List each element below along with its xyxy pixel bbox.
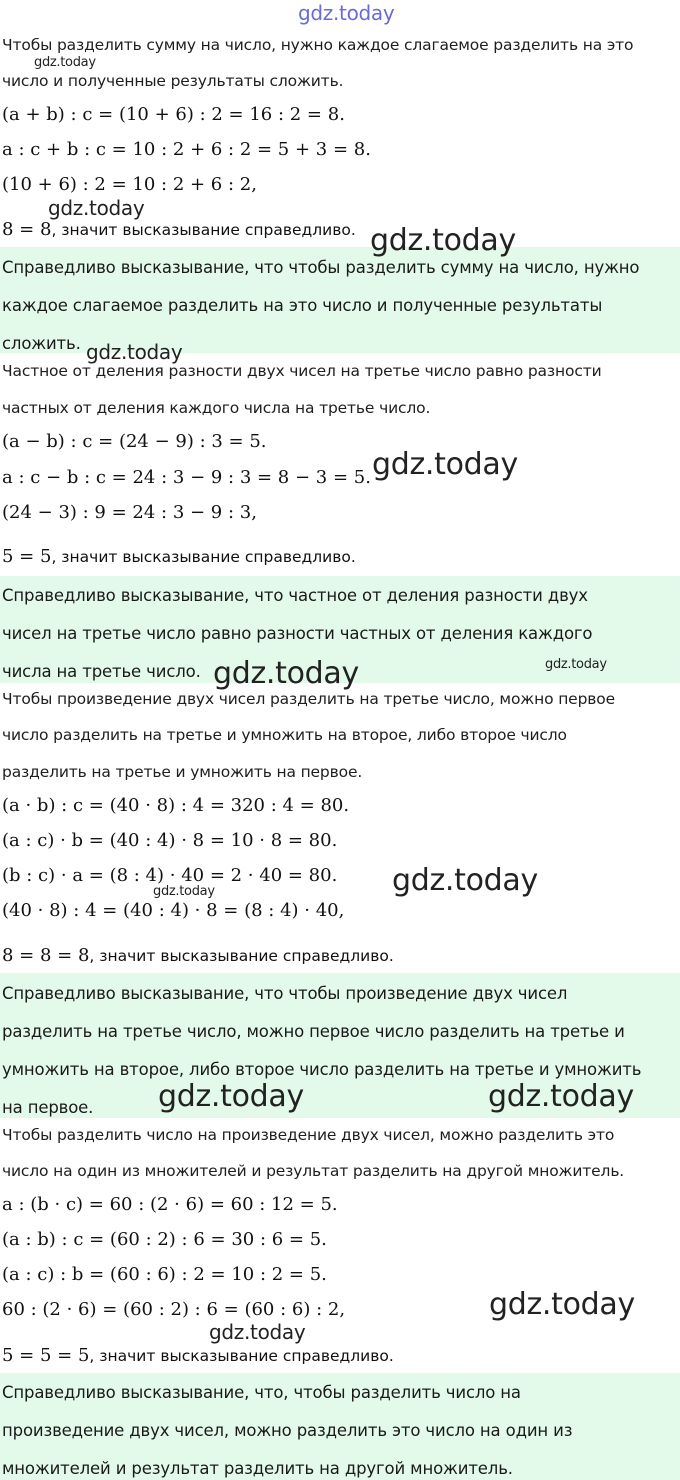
formula: a : c + b : c = 10 : 2 + 6 : 2 = 5 + 3 = 8.	[2, 139, 371, 160]
formula: (a : b) : c = (60 : 2) : 6 = 30 : 6 = 5.	[2, 1229, 327, 1250]
formula: (10 + 6) : 2 = 10 : 2 + 6 : 2,	[2, 174, 257, 195]
intro-text: частных от деления каждого числа на третье число.	[2, 399, 431, 417]
equality: 8 = 8 = 8	[2, 945, 90, 966]
watermark: gdz.today	[489, 1287, 635, 1322]
conclusion-text: чисел на третье число равно разности частных от деления каждого	[2, 624, 593, 643]
conclusion-text: на первое.	[2, 1098, 94, 1117]
equality-statement	[2, 219, 356, 240]
formula: a : c − b : c = 24 : 3 − 9 : 3 = 8 − 3 = 5.	[2, 467, 371, 488]
conclusion-text: каждое слагаемое разделить на это число и полученные результаты	[2, 296, 603, 315]
formula: (b : c) · a = (8 : 4) · 40 = 2 · 40 = 80.	[2, 865, 338, 886]
watermark: gdz.today	[48, 196, 145, 220]
equality-statement	[2, 945, 394, 966]
formula: (a + b) : c = (10 + 6) : 2 = 16 : 2 = 8.	[2, 104, 345, 125]
equality-statement	[2, 546, 356, 567]
formula: a : (b · c) = 60 : (2 · 6) = 60 : 12 = 5.	[2, 1194, 338, 1215]
conclusion-text: произведение двух чисел, можно разделить это число на один из	[2, 1421, 573, 1440]
conclusion-text: Справедливо высказывание, что частное от деления разности двух	[2, 586, 588, 605]
watermark: gdz.today	[209, 1320, 306, 1344]
conclusion-text: разделить на третье число, можно первое число разделить на третье и	[2, 1022, 625, 1041]
verdict-text: , значит высказывание справедливо.	[89, 1347, 394, 1365]
conclusion-highlight	[0, 1373, 680, 1480]
equality: 5 = 5 = 5	[2, 1345, 90, 1366]
watermark: gdz.today	[372, 447, 518, 482]
intro-text: число на один из множителей и результат разделить на другой множитель.	[2, 1162, 625, 1180]
conclusion-text: множителей и результат разделить на другой множитель.	[2, 1459, 513, 1478]
verdict-text: , значит высказывание справедливо.	[51, 221, 356, 239]
equality: 5 = 5	[2, 546, 52, 567]
conclusion-text: Справедливо высказывание, что чтобы произведение двух чисел	[2, 984, 568, 1003]
intro-text: Частное от деления разности двух чисел на третье число равно разности	[2, 362, 602, 380]
watermark-top: gdz.today	[298, 1, 395, 25]
watermark: gdz.today	[213, 656, 359, 691]
intro-text: Чтобы разделить число на произведение двух чисел, можно разделить это	[2, 1126, 615, 1144]
formula: (a : c) · b = (40 : 4) · 8 = 10 · 8 = 80.	[2, 830, 338, 851]
watermark: gdz.today	[153, 884, 215, 899]
equality-statement	[2, 1345, 394, 1366]
formula: (a : c) : b = (60 : 6) : 2 = 10 : 2 = 5.	[2, 1264, 327, 1285]
equality: 8 = 8	[2, 219, 52, 240]
verdict-text: , значит высказывание справедливо.	[51, 548, 356, 566]
watermark: gdz.today	[158, 1079, 304, 1114]
verdict-text: , значит высказывание справедливо.	[89, 947, 394, 965]
conclusion-text: Справедливо высказывание, что, чтобы разделить число на	[2, 1383, 521, 1402]
watermark: gdz.today	[34, 55, 96, 70]
watermark: gdz.today	[392, 863, 538, 898]
intro-text: Чтобы произведение двух чисел разделить на третье число, можно первое	[2, 690, 615, 708]
conclusion-text: умножить на второе, либо второе число разделить на третье и умножить	[2, 1060, 642, 1079]
intro-text: Чтобы разделить сумму на число, нужно каждое слагаемое разделить на это	[2, 36, 634, 54]
formula: (24 − 3) : 9 = 24 : 3 − 9 : 3,	[2, 502, 257, 523]
conclusion-text: Справедливо высказывание, что чтобы разделить сумму на число, нужно	[2, 258, 640, 277]
watermark: gdz.today	[488, 1079, 634, 1114]
intro-text: разделить на третье и умножить на первое.	[2, 763, 363, 781]
conclusion-highlight	[0, 247, 680, 353]
watermark: gdz.today	[545, 657, 607, 672]
watermark: gdz.today	[370, 223, 516, 258]
intro-text: число разделить на третье и умножить на второе, либо второе число	[2, 726, 567, 744]
formula: 60 : (2 · 6) = (60 : 2) : 6 = (60 : 6) : 2,	[2, 1299, 346, 1320]
formula: (a · b) : c = (40 · 8) : 4 = 320 : 4 = 80.	[2, 795, 350, 816]
conclusion-text: числа на третье число.	[2, 662, 201, 681]
formula: (40 · 8) : 4 = (40 : 4) · 8 = (8 : 4) · 40,	[2, 900, 345, 921]
intro-text: число и полученные результаты сложить.	[2, 72, 344, 90]
conclusion-text: сложить.	[2, 334, 81, 353]
watermark: gdz.today	[86, 340, 183, 364]
formula: (a − b) : c = (24 − 9) : 3 = 5.	[2, 431, 267, 452]
